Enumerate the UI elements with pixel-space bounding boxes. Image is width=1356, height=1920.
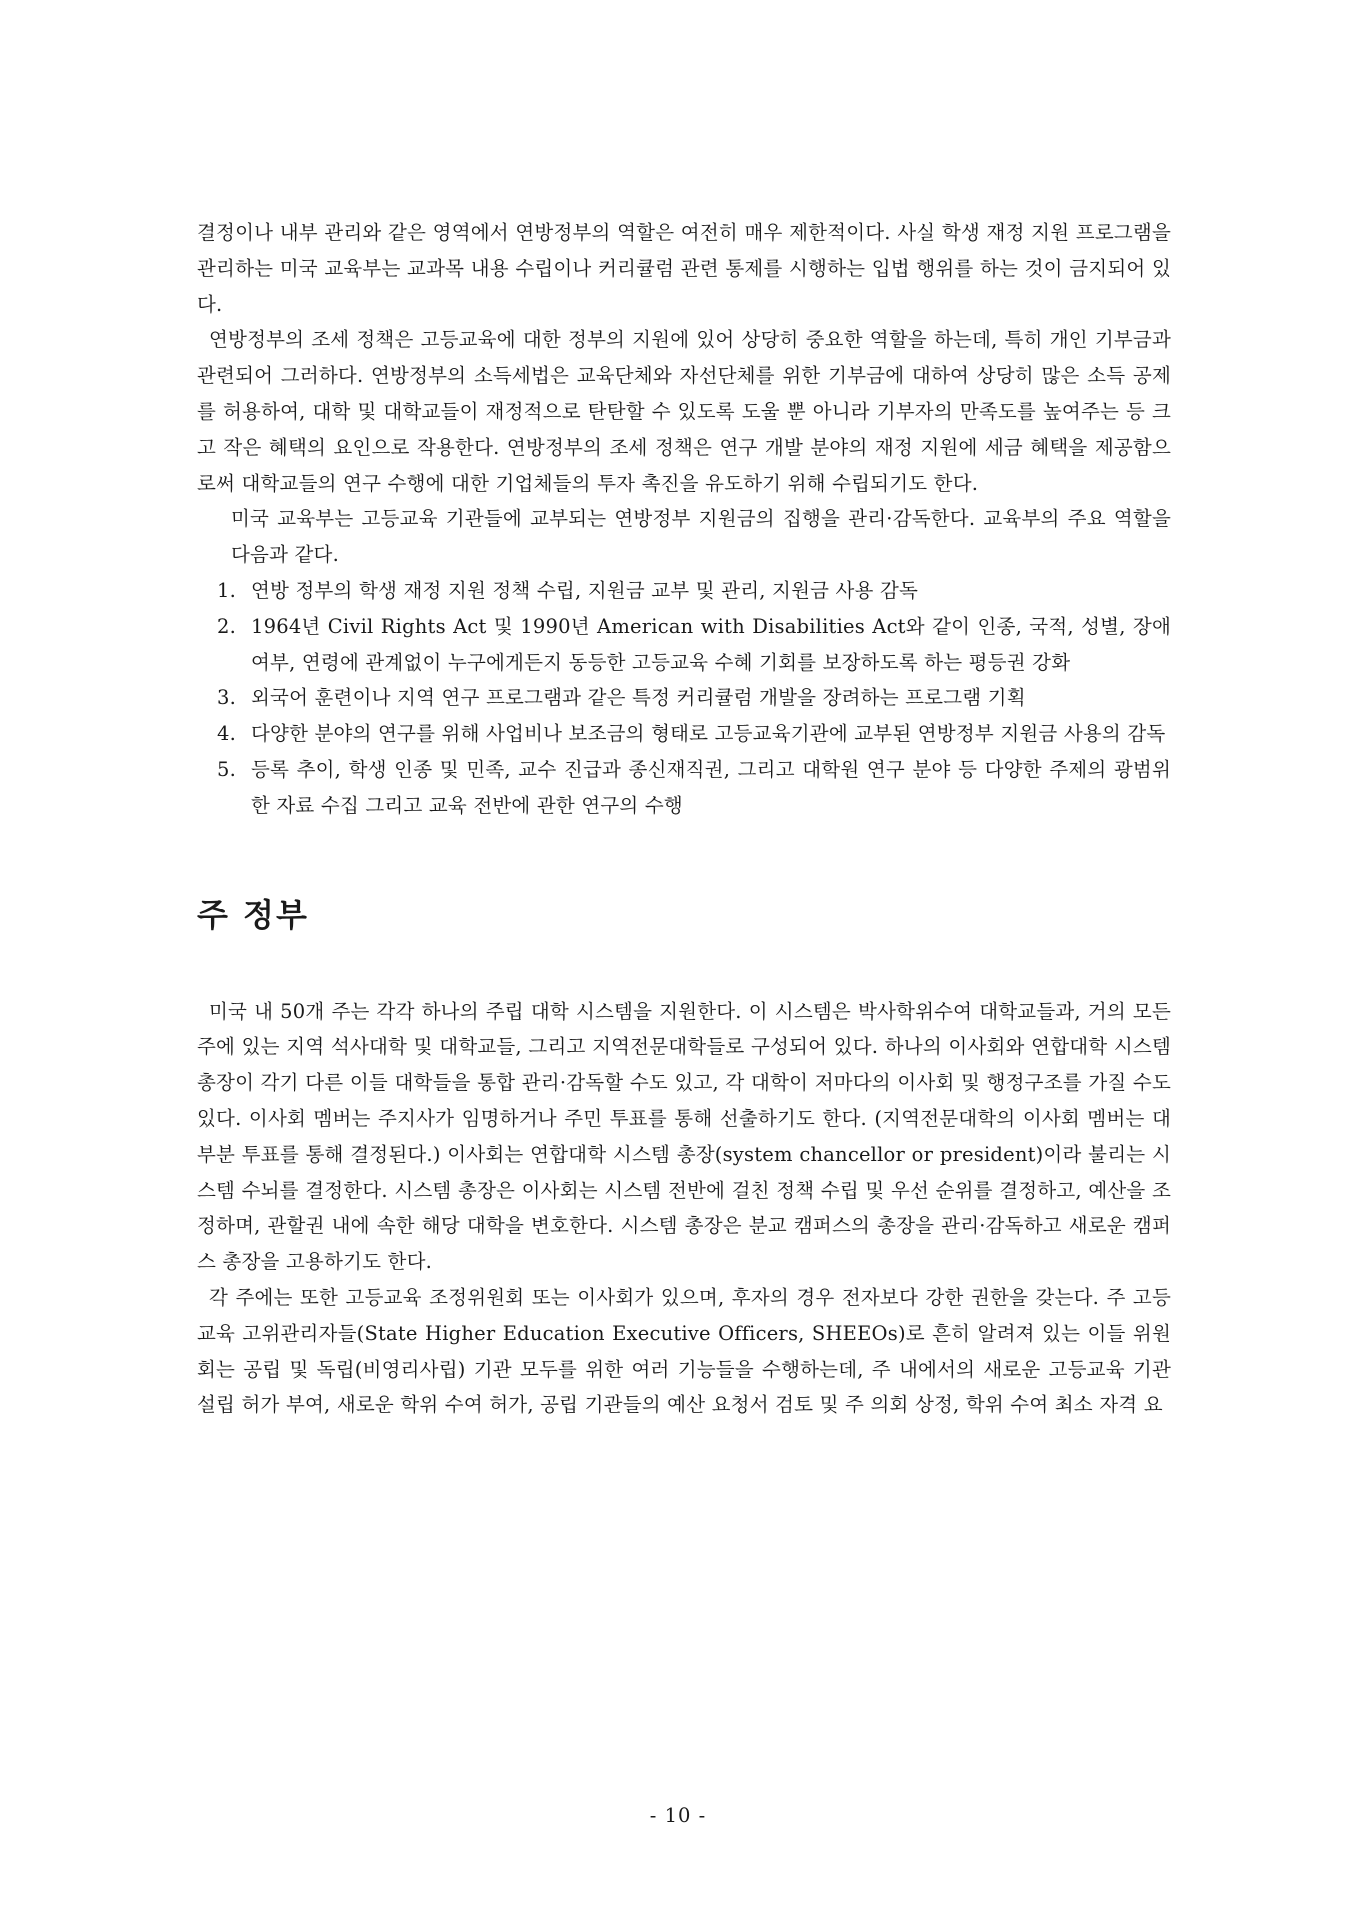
section-heading: 주 정부	[197, 895, 309, 934]
list-number: 5.	[217, 757, 237, 781]
list-number: 4.	[217, 722, 237, 746]
list-text: 1964년 Civil Rights Act 및 1990년 American with Disabilities Act와 같이 인종, 국적, 성별, 장애여부, 연령에 관계없이 누구에게든지 동등한 고등교육 수혜 기회를 보장하도록 하는 평등권 강화	[251, 614, 1171, 674]
list-text: 등록 추이, 학생 인종 및 민족, 교수 진급과 종신재직권, 그리고 대학원 연구 분야 등 다양한 주제의 광범위한 자료 수집 그리고 교육 전반에 관한 연구의 수행	[251, 757, 1171, 817]
list-item	[217, 573, 1171, 609]
list-item	[217, 609, 1171, 681]
list-text: 외국어 훈련이나 지역 연구 프로그램과 같은 특정 커리큘럼 개발을 장려하는 프로그램 기획	[251, 686, 1026, 710]
paragraph: 미국 내 50개 주는 각각 하나의 주립 대학 시스템을 지원한다. 이 시스템은 박사학위수여 대학교들과, 거의 모든 주에 있는 지역 석사대학 및 대학교들, 그리고 지역전문대학들로 구성되어 있다. 하나의 이사회와 연합대학 시스템 총장이 각기 다른 이들 대학들을 통합 관리·감독할 수도 있고, 각 대학이 저마다의 이사회 및 행정구조를 가질 수도 있다. 이사회 멤버는 주지사가 임명하거나 주민 투표를 통해 선출하기도 한다. (지역전문대학의 이사회 멤버는 대부분 투표를 통해 결정된다.) 이사회는 연합대학 시스템 총장(system chancellor or president)이라 불리는 시스템 수뇌를 결정한다. 시스템 총장은 이사회는 시스템 전반에 걸친 정책 수립 및 우선 순위를 결정하고, 예산을 조정하며, 관할권 내에 속한 해당 대학을 변호한다. 시스템 총장은 분교 캠퍼스의 총장을 관리·감독하고 새로운 캠퍼스 총장을 고용하기도 한다.	[197, 999, 1171, 1274]
list-item	[217, 716, 1171, 752]
page-number: - 10 -	[649, 1804, 707, 1827]
list-number: 1.	[217, 578, 237, 602]
list-item	[217, 680, 1171, 716]
document-body	[197, 215, 1171, 1423]
paragraph: 결정이나 내부 관리와 같은 영역에서 연방정부의 역할은 여전히 매우 제한적이다. 사실 학생 재정 지원 프로그램을 관리하는 미국 교육부는 교과목 내용 수립이나 커리큘럼 관련 통제를 시행하는 입법 행위를 하는 것이 금지되어 있다.	[197, 221, 1171, 316]
list-text: 연방 정부의 학생 재정 지원 정책 수립, 지원금 교부 및 관리, 지원금 사용 감독	[251, 578, 919, 602]
list-number: 3.	[217, 686, 237, 710]
list-text: 다양한 분야의 연구를 위해 사업비나 보조금의 형태로 고등교육기관에 교부된 연방정부 지원금 사용의 감독	[251, 722, 1166, 746]
numbered-list	[197, 573, 1171, 824]
list-intro: 미국 교육부는 고등교육 기관들에 교부되는 연방정부 지원금의 집행을 관리·감독한다. 교육부의 주요 역할을 다음과 같다.	[231, 507, 1171, 567]
paragraph: 각 주에는 또한 고등교육 조정위원회 또는 이사회가 있으며, 후자의 경우 전자보다 강한 권한을 갖는다. 주 고등교육 고위관리자들(State Higher Education Executive Officers, SHEEOs)로 흔히 알려져 있는 이들 위원회는 공립 및 독립(비영리사립) 기관 모두를 위한 여러 기능들을 수행하는데, 주 내에서의 새로운 고등교육 기관 설립 허가 부여, 새로운 학위 수여 허가, 공립 기관들의 예산 요청서 검토 및 주 의회 상정, 학위 수여 최소 자격 요	[197, 1285, 1171, 1417]
list-number: 2.	[217, 614, 237, 638]
list-item	[217, 752, 1171, 824]
paragraph: 연방정부의 조세 정책은 고등교육에 대한 정부의 지원에 있어 상당히 중요한 역할을 하는데, 특히 개인 기부금과 관련되어 그러하다. 연방정부의 소득세법은 교육단체와 자선단체를 위한 기부금에 대하여 상당히 많은 소득 공제를 허용하여, 대학 및 대학교들이 재정적으로 탄탄할 수 있도록 도울 뿐 아니라 기부자의 만족도를 높여주는 등 크고 작은 혜택의 요인으로 작용한다. 연방정부의 조세 정책은 연구 개발 분야의 재정 지원에 세금 혜택을 제공함으로써 대학교들의 연구 수행에 대한 기업체들의 투자 촉진을 유도하기 위해 수립되기도 한다.	[197, 328, 1171, 495]
